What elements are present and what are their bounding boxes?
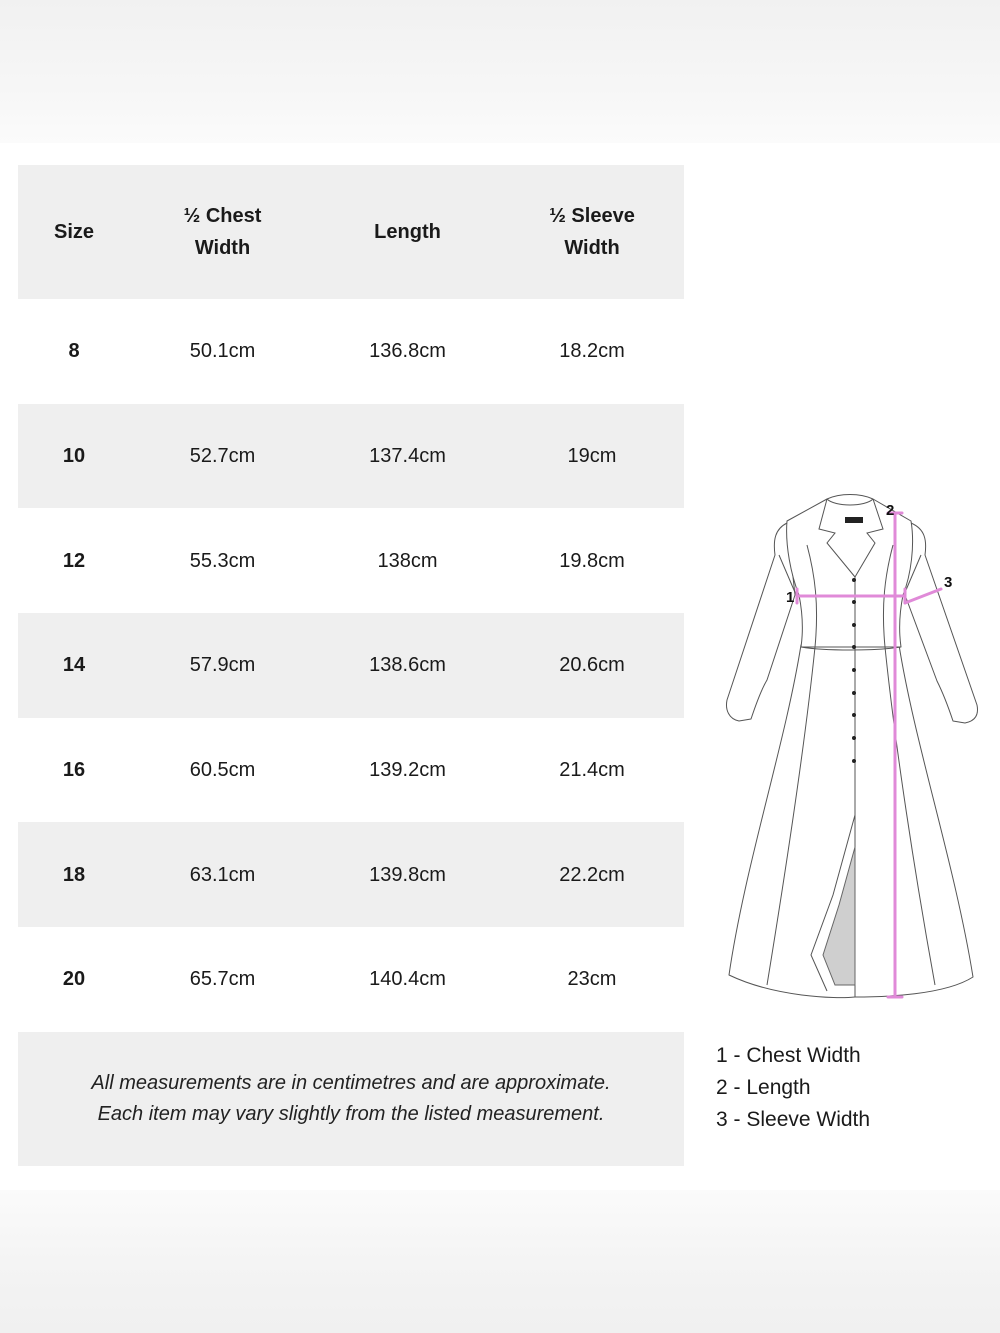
sleeve-cell: 20.6cm: [559, 654, 625, 677]
top-background: [0, 0, 1000, 143]
length-cell: 139.2cm: [369, 759, 446, 782]
marker-1: 1: [786, 589, 795, 606]
size-cell: 14: [62, 654, 86, 677]
sleeve-cell: 22.2cm: [559, 863, 625, 886]
table-row: [18, 299, 684, 404]
size-cell: 18: [62, 863, 86, 886]
chest-cell: 55.3cm: [189, 549, 256, 572]
chest-cell: 50.1cm: [189, 340, 256, 363]
dress-outline-icon: [715, 485, 985, 1005]
marker-3: 3: [944, 574, 953, 591]
header-length: Length: [374, 221, 441, 243]
length-cell: 136.8cm: [369, 340, 446, 363]
header-chest-width: ½ Chest Width: [183, 205, 262, 259]
length-cell: 137.4cm: [369, 445, 446, 468]
chest-cell: 60.5cm: [189, 759, 256, 782]
size-cell: 10: [62, 445, 86, 468]
measurement-note: [18, 1032, 684, 1166]
measurement-legend: [716, 1040, 870, 1136]
sleeve-cell: 21.4cm: [559, 759, 625, 782]
size-cell: 20: [62, 968, 86, 991]
size-cell: 12: [62, 549, 86, 572]
legend-item-sleeve-width: 3 - Sleeve Width: [716, 1108, 871, 1131]
length-cell: 140.4cm: [369, 968, 446, 991]
sleeve-cell: 19cm: [567, 445, 617, 468]
legend-item-length: 2 - Length: [716, 1076, 811, 1099]
header-sleeve-width: ½ Sleeve Width: [549, 205, 635, 259]
length-cell: 138cm: [377, 549, 438, 572]
sleeve-cell: 19.8cm: [559, 549, 625, 572]
note-line-1: All measurements are in centimetres and are approximate.: [91, 1072, 611, 1094]
chest-cell: 57.9cm: [189, 654, 256, 677]
bottom-background: [0, 1190, 1000, 1333]
size-cell: 16: [62, 759, 86, 782]
size-cell: 8: [68, 340, 80, 363]
chest-cell: 65.7cm: [189, 968, 256, 991]
marker-2: 2: [886, 502, 895, 519]
sleeve-cell: 23cm: [567, 968, 617, 991]
size-chart-table: [18, 165, 684, 1032]
table-row: [18, 404, 684, 509]
length-cell: 138.6cm: [369, 654, 446, 677]
table-row: [18, 718, 684, 823]
chest-cell: 52.7cm: [189, 445, 256, 468]
note-line-2: Each item may vary slightly from the listed measurement.: [97, 1103, 605, 1125]
table-header-row: [18, 165, 684, 299]
chest-cell: 63.1cm: [189, 863, 256, 886]
header-size: Size: [53, 221, 95, 243]
table-row: [18, 613, 684, 718]
table-row: [18, 822, 684, 927]
table-row: [18, 927, 684, 1032]
table-row: [18, 508, 684, 613]
sleeve-cell: 18.2cm: [559, 340, 625, 363]
legend-item-chest-width: 1 - Chest Width: [716, 1044, 861, 1067]
length-cell: 139.8cm: [369, 863, 446, 886]
